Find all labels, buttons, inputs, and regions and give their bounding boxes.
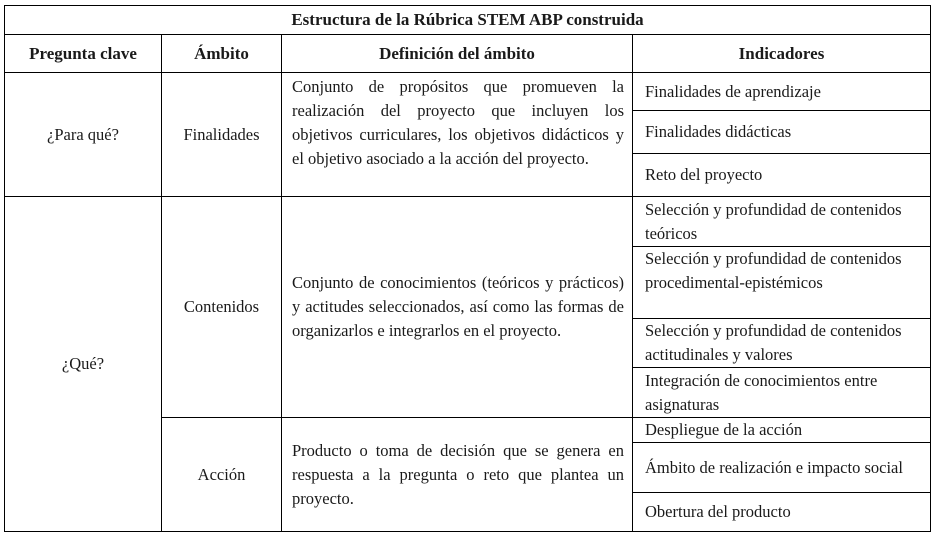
definicion-finalidades: Conjunto de propósitos que promueven la realización del proyecto que incluyen los objetivos curriculares, los objetivos didácticos y el objetivo asociado a la acción del proyecto. xyxy=(282,73,633,197)
pregunta-que: ¿Qué? xyxy=(5,197,162,532)
indicador-obertura-producto: Obertura del producto xyxy=(633,493,931,532)
indicador-integracion-conocimientos: Integración de conocimientos entre asignaturas xyxy=(633,368,931,418)
table-row xyxy=(5,73,931,111)
ambito-finalidades: Finalidades xyxy=(162,73,282,197)
pregunta-para-que: ¿Para qué? xyxy=(5,73,162,197)
indicador-contenidos-actitudinales: Selección y profundidad de contenidos actitudinales y valores xyxy=(633,319,931,368)
header-ambito: Ámbito xyxy=(162,35,282,73)
indicador-despliegue-accion: Despliegue de la acción xyxy=(633,418,931,443)
header-pregunta: Pregunta clave xyxy=(5,35,162,73)
definicion-accion: Producto o toma de decisión que se genera en respuesta a la pregunta o reto que plantea un proyecto. xyxy=(282,418,633,532)
indicador-contenidos-procedimentales: Selección y profundidad de contenidos procedimental-epistémicos xyxy=(633,247,931,319)
ambito-contenidos: Contenidos xyxy=(162,197,282,418)
definicion-contenidos: Conjunto de conocimientos (teóricos y prácticos) y actitudes seleccionados, así como las formas de organizarlos e integrarlos en el proyecto. xyxy=(282,197,633,418)
indicador-reto-proyecto: Reto del proyecto xyxy=(633,154,931,197)
header-definicion: Definición del ámbito xyxy=(282,35,633,73)
indicador-finalidades-aprendizaje: Finalidades de aprendizaje xyxy=(633,73,931,111)
indicador-ambito-realizacion: Ámbito de realización e impacto social xyxy=(633,443,931,493)
ambito-accion: Acción xyxy=(162,418,282,532)
header-indicadores: Indicadores xyxy=(633,35,931,73)
title-row xyxy=(5,6,931,35)
indicador-contenidos-teoricos: Selección y profundidad de contenidos teóricos xyxy=(633,197,931,247)
table-title: Estructura de la Rúbrica STEM ABP construida xyxy=(5,6,931,35)
table-row xyxy=(5,197,931,247)
header-row xyxy=(5,35,931,73)
indicador-finalidades-didacticas: Finalidades didácticas xyxy=(633,111,931,154)
rubric-table xyxy=(4,5,931,532)
